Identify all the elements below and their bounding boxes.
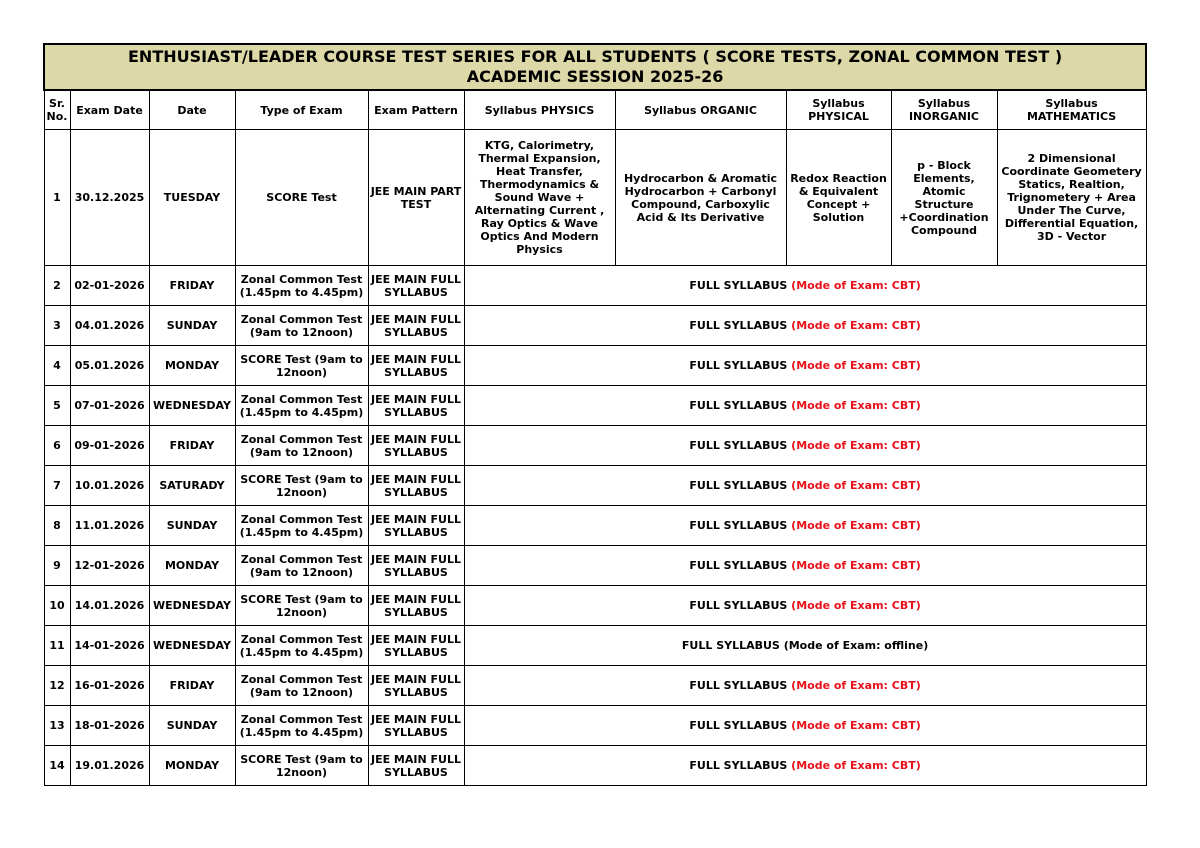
cell-pattern: JEE MAIN FULL SYLLABUS	[368, 666, 464, 706]
full-syllabus-label: FULL SYLLABUS	[689, 479, 788, 492]
cell-type: SCORE Test (9am to 12noon)	[235, 346, 368, 386]
cell-syllabus	[464, 706, 1146, 746]
cell-exam-date: 18-01-2026	[70, 706, 149, 746]
exam-mode: (Mode of Exam: CBT)	[791, 279, 921, 292]
header-inorganic-line2: INORGANIC	[908, 110, 980, 123]
cell-sr: 10	[44, 586, 70, 626]
cell-exam-date: 19.01.2026	[70, 746, 149, 786]
full-syllabus-label: FULL SYLLABUS	[689, 519, 788, 532]
cell-day: SATURADY	[149, 466, 235, 506]
cell-physics-syllabus: KTG, Calorimetry, Thermal Expansion, Heat Transfer, Thermodynamics & Sound Wave + Alternating Current , Ray Optics & Wave Optics And Modern Physics	[464, 130, 615, 266]
cell-pattern: JEE MAIN FULL SYLLABUS	[368, 586, 464, 626]
cell-pattern: JEE MAIN FULL SYLLABUS	[368, 266, 464, 306]
full-syllabus-label: FULL SYLLABUS	[689, 679, 788, 692]
header-row	[44, 90, 1146, 130]
header-sr-line1: Sr.	[49, 97, 65, 110]
exam-mode: (Mode of Exam: CBT)	[791, 439, 921, 452]
cell-day: SUNDAY	[149, 506, 235, 546]
cell-sr: 14	[44, 746, 70, 786]
exam-mode: (Mode of Exam: CBT)	[791, 519, 921, 532]
table-row	[44, 626, 1146, 666]
cell-exam-date: 07-01-2026	[70, 386, 149, 426]
exam-mode: (Mode of Exam: CBT)	[791, 479, 921, 492]
header-exam-date: Exam Date	[70, 90, 149, 130]
table-row	[44, 706, 1146, 746]
cell-pattern: JEE MAIN FULL SYLLABUS	[368, 386, 464, 426]
cell-pattern: JEE MAIN FULL SYLLABUS	[368, 546, 464, 586]
table-row	[44, 466, 1146, 506]
cell-type: Zonal Common Test (9am to 12noon)	[235, 546, 368, 586]
cell-type: Zonal Common Test (1.45pm to 4.45pm)	[235, 706, 368, 746]
cell-exam-date: 02-01-2026	[70, 266, 149, 306]
table-row	[44, 426, 1146, 466]
cell-type: Zonal Common Test (1.45pm to 4.45pm)	[235, 626, 368, 666]
cell-pattern: JEE MAIN FULL SYLLABUS	[368, 346, 464, 386]
full-syllabus-label: FULL SYLLABUS	[689, 599, 788, 612]
cell-syllabus	[464, 666, 1146, 706]
cell-exam-date: 11.01.2026	[70, 506, 149, 546]
cell-sr: 2	[44, 266, 70, 306]
cell-day: SUNDAY	[149, 306, 235, 346]
cell-type: Zonal Common Test (9am to 12noon)	[235, 306, 368, 346]
cell-exam-date: 09-01-2026	[70, 426, 149, 466]
header-type: Type of Exam	[235, 90, 368, 130]
cell-day: MONDAY	[149, 546, 235, 586]
full-syllabus-label: FULL SYLLABUS	[689, 719, 788, 732]
header-date: Date	[149, 90, 235, 130]
cell-sr: 11	[44, 626, 70, 666]
cell-exam-date: 10.01.2026	[70, 466, 149, 506]
cell-exam-date: 05.01.2026	[70, 346, 149, 386]
cell-exam-date: 14-01-2026	[70, 626, 149, 666]
cell-physical-syllabus: Redox Reaction & Equivalent Concept + Solution	[786, 130, 891, 266]
header-physical	[786, 90, 891, 130]
full-syllabus-label: FULL SYLLABUS	[689, 759, 788, 772]
header-inorganic	[891, 90, 997, 130]
cell-exam-date: 04.01.2026	[70, 306, 149, 346]
cell-exam-date: 16-01-2026	[70, 666, 149, 706]
cell-sr: 8	[44, 506, 70, 546]
header-inorganic-line1: Syllabus	[917, 97, 971, 110]
header-sr	[44, 90, 70, 130]
cell-type: Zonal Common Test (9am to 12noon)	[235, 666, 368, 706]
cell-pattern: JEE MAIN FULL SYLLABUS	[368, 466, 464, 506]
cell-syllabus	[464, 586, 1146, 626]
cell-day: FRIDAY	[149, 426, 235, 466]
cell-exam-date: 14.01.2026	[70, 586, 149, 626]
cell-day: WEDNESDAY	[149, 626, 235, 666]
header-pattern: Exam Pattern	[368, 90, 464, 130]
cell-sr: 1	[44, 130, 70, 266]
cell-sr: 5	[44, 386, 70, 426]
cell-day: SUNDAY	[149, 706, 235, 746]
cell-type: SCORE Test (9am to 12noon)	[235, 586, 368, 626]
cell-syllabus	[464, 306, 1146, 346]
cell-inorganic-syllabus: p - Block Elements, Atomic Structure +Coordination Compound	[891, 130, 997, 266]
cell-day: FRIDAY	[149, 666, 235, 706]
schedule-table	[43, 43, 1147, 786]
full-syllabus-label: FULL SYLLABUS	[689, 279, 788, 292]
table-row	[44, 506, 1146, 546]
cell-type: Zonal Common Test (1.45pm to 4.45pm)	[235, 266, 368, 306]
cell-sr: 13	[44, 706, 70, 746]
cell-syllabus	[464, 746, 1146, 786]
cell-type: Zonal Common Test (1.45pm to 4.45pm)	[235, 386, 368, 426]
full-syllabus-label: FULL SYLLABUS	[689, 359, 788, 372]
cell-sr: 4	[44, 346, 70, 386]
cell-syllabus	[464, 546, 1146, 586]
header-maths: Syllabus MATHEMATICS	[997, 90, 1146, 130]
header-physical-line2: PHYSICAL	[808, 110, 869, 123]
table-row	[44, 546, 1146, 586]
cell-syllabus	[464, 626, 1146, 666]
title-line-2: ACADEMIC SESSION 2025-26	[466, 67, 724, 86]
cell-pattern: JEE MAIN FULL SYLLABUS	[368, 626, 464, 666]
cell-day: TUESDAY	[149, 130, 235, 266]
exam-mode: (Mode of Exam: CBT)	[791, 319, 921, 332]
cell-type: SCORE Test (9am to 12noon)	[235, 746, 368, 786]
table-row	[44, 130, 1146, 266]
cell-day: WEDNESDAY	[149, 386, 235, 426]
cell-syllabus	[464, 466, 1146, 506]
full-syllabus-label: FULL SYLLABUS	[689, 399, 788, 412]
cell-exam-date: 12-01-2026	[70, 546, 149, 586]
page-title	[44, 44, 1146, 90]
exam-mode: (Mode of Exam: CBT)	[791, 359, 921, 372]
header-sr-line2: No.	[46, 110, 68, 123]
cell-exam-date: 30.12.2025	[70, 130, 149, 266]
table-row	[44, 306, 1146, 346]
cell-organic-syllabus: Hydrocarbon & Aromatic Hydrocarbon + Carbonyl Compound, Carboxylic Acid & Its Derivative	[615, 130, 786, 266]
exam-mode: (Mode of Exam: CBT)	[791, 759, 921, 772]
exam-mode: (Mode of Exam: CBT)	[791, 559, 921, 572]
cell-maths-syllabus: 2 Dimensional Coordinate Geometery Statics, Realtion, Trignometery + Area Under The Curve, Differential Equation, 3D - Vector	[997, 130, 1146, 266]
full-syllabus-label: FULL SYLLABUS	[689, 319, 788, 332]
cell-day: FRIDAY	[149, 266, 235, 306]
cell-syllabus	[464, 346, 1146, 386]
table-row	[44, 746, 1146, 786]
cell-pattern: JEE MAIN FULL SYLLABUS	[368, 706, 464, 746]
cell-syllabus	[464, 426, 1146, 466]
cell-syllabus	[464, 266, 1146, 306]
header-organic: Syllabus ORGANIC	[615, 90, 786, 130]
cell-sr: 7	[44, 466, 70, 506]
cell-syllabus	[464, 506, 1146, 546]
cell-sr: 12	[44, 666, 70, 706]
cell-pattern: JEE MAIN PART TEST	[368, 130, 464, 266]
table-row	[44, 386, 1146, 426]
cell-type: Zonal Common Test (1.45pm to 4.45pm)	[235, 506, 368, 546]
exam-mode: (Mode of Exam: CBT)	[791, 399, 921, 412]
cell-day: MONDAY	[149, 746, 235, 786]
cell-sr: 3	[44, 306, 70, 346]
cell-type: SCORE Test (9am to 12noon)	[235, 466, 368, 506]
cell-sr: 6	[44, 426, 70, 466]
cell-pattern: JEE MAIN FULL SYLLABUS	[368, 506, 464, 546]
cell-day: MONDAY	[149, 346, 235, 386]
exam-mode: (Mode of Exam: CBT)	[791, 679, 921, 692]
exam-mode: (Mode of Exam: offline)	[783, 639, 929, 652]
cell-pattern: JEE MAIN FULL SYLLABUS	[368, 426, 464, 466]
full-syllabus-label: FULL SYLLABUS	[681, 639, 780, 652]
cell-pattern: JEE MAIN FULL SYLLABUS	[368, 746, 464, 786]
cell-type: Zonal Common Test (9am to 12noon)	[235, 426, 368, 466]
title-line-1: ENTHUSIAST/LEADER COURSE TEST SERIES FOR ALL STUDENTS ( SCORE TESTS, ZONAL COMMON TEST )	[128, 47, 1063, 66]
cell-pattern: JEE MAIN FULL SYLLABUS	[368, 306, 464, 346]
table-row	[44, 586, 1146, 626]
table-row	[44, 666, 1146, 706]
cell-syllabus	[464, 386, 1146, 426]
full-syllabus-label: FULL SYLLABUS	[689, 439, 788, 452]
cell-sr: 9	[44, 546, 70, 586]
full-syllabus-label: FULL SYLLABUS	[689, 559, 788, 572]
header-physics: Syllabus PHYSICS	[464, 90, 615, 130]
exam-mode: (Mode of Exam: CBT)	[791, 719, 921, 732]
table-row	[44, 266, 1146, 306]
cell-day: WEDNESDAY	[149, 586, 235, 626]
cell-type: SCORE Test	[235, 130, 368, 266]
header-physical-line1: Syllabus	[812, 97, 865, 110]
table-row	[44, 346, 1146, 386]
exam-mode: (Mode of Exam: CBT)	[791, 599, 921, 612]
